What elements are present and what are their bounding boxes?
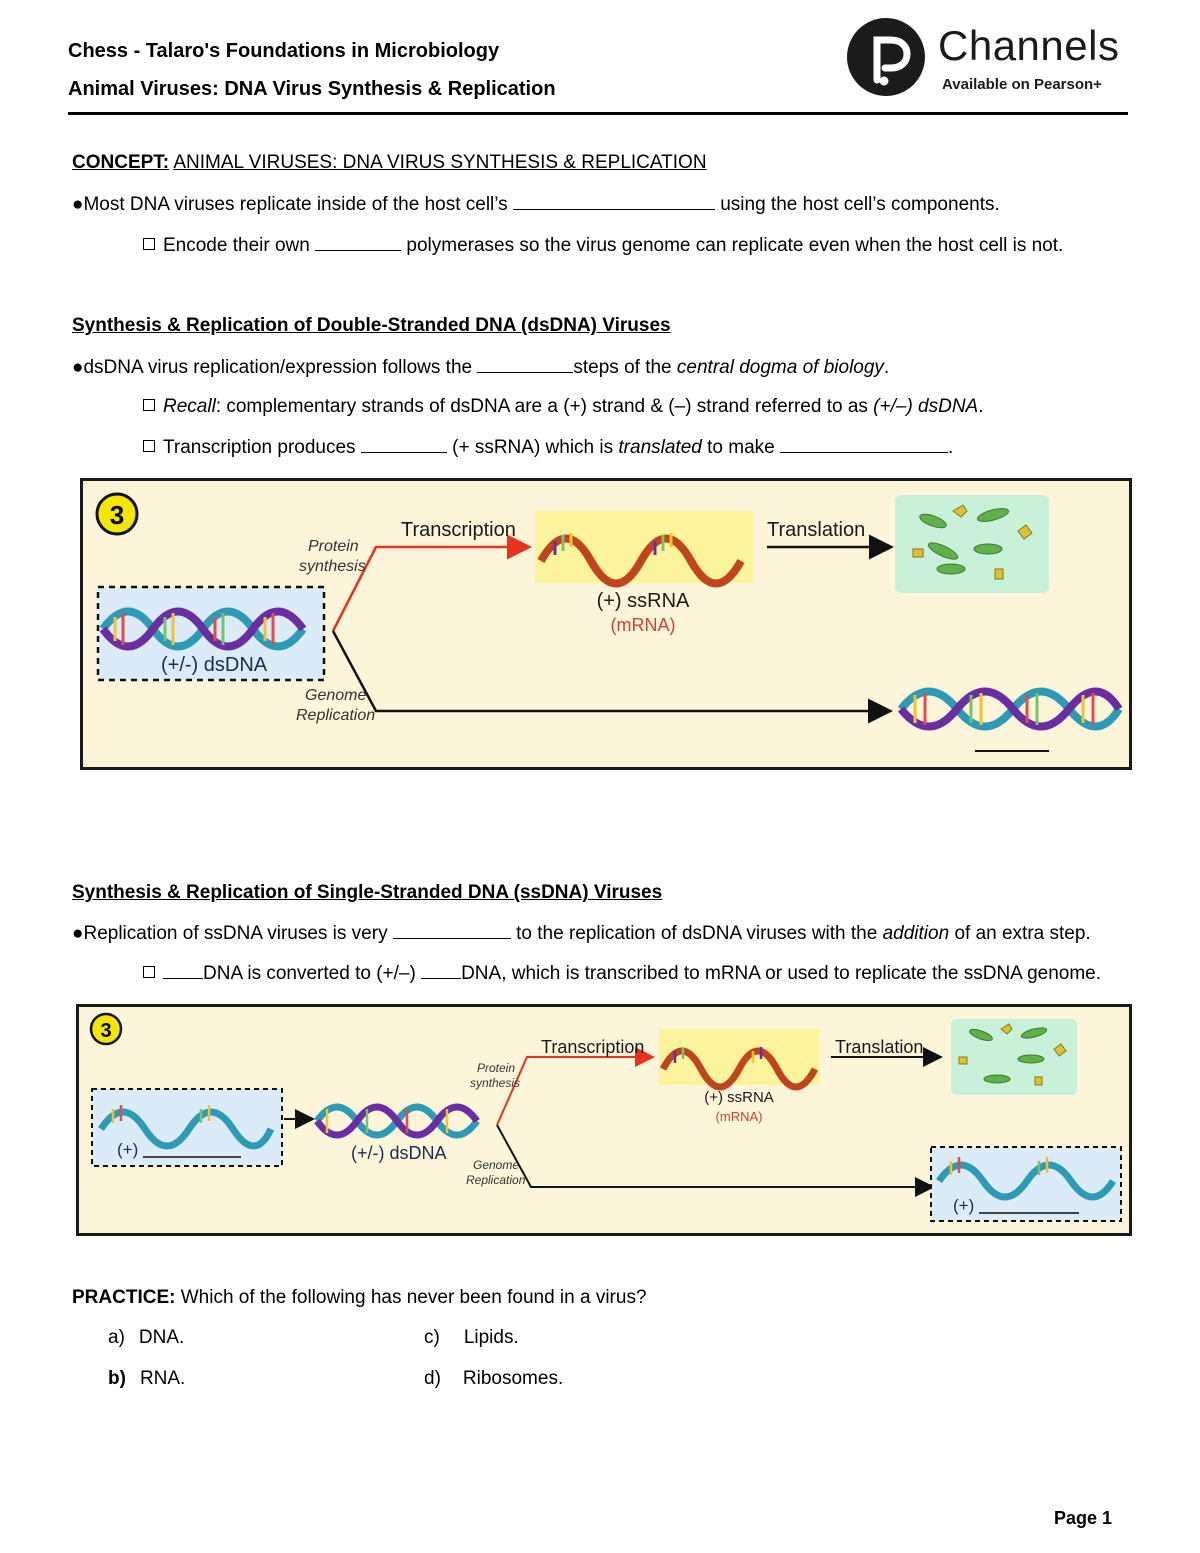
answer-blank	[393, 922, 511, 939]
ssdna-plus-label-right: (+)	[953, 1196, 975, 1215]
ssdna-sub	[143, 962, 1101, 985]
option-a[interactable]	[108, 1327, 184, 1349]
sub-text: Transcription produces	[163, 437, 356, 458]
ssrna-label: (+) ssRNA	[704, 1089, 774, 1106]
practice-question	[72, 1287, 647, 1309]
step-number: 3	[109, 500, 125, 530]
sub-text: : complementary strands of dsDNA are a (+) strand & (–) strand referred to as	[215, 396, 868, 417]
dsdna-transcription	[143, 436, 953, 459]
step-number: 3	[100, 1020, 112, 1042]
sub-text: Encode their own	[163, 235, 310, 256]
sub-text: DNA is converted to (+/–)	[203, 963, 416, 984]
course-title: Chess - Talaro's Foundations in Microbiology	[68, 40, 500, 62]
pearson-p-icon	[847, 18, 925, 96]
bullet-text: ●Replication of ssDNA viruses is very	[72, 923, 388, 944]
practice-label: PRACTICE:	[72, 1287, 176, 1308]
option-b[interactable]	[108, 1368, 185, 1390]
protein-synthesis-label-2: synthesis	[470, 1076, 521, 1090]
concept-title: ANIMAL VIRUSES: DNA VIRUS SYNTHESIS & REPLICATION	[173, 152, 707, 173]
bullet-text: of an extra step.	[954, 923, 1091, 944]
answer-blank	[315, 234, 401, 251]
dsdna-bullet	[72, 356, 889, 379]
square-bullet-icon	[143, 966, 155, 978]
ssdna-plus-label: (+)	[117, 1140, 139, 1159]
option-text: Lipids.	[463, 1327, 519, 1348]
page-number: Page 1	[1053, 1508, 1112, 1528]
ssdna-bullet	[72, 922, 1091, 945]
bullet-text: to the replication of dsDNA viruses with the	[516, 923, 878, 944]
ssdna-section-title: Synthesis & Replication of Single-Stranded DNA (ssDNA) Viruses	[72, 882, 663, 903]
answer-blank	[477, 356, 573, 373]
dsdna-label: (+/-) dsDNA	[351, 1143, 447, 1163]
bullet-text: addition	[882, 923, 950, 944]
option-letter: d)	[424, 1368, 441, 1389]
genome-replication-label-2: Replication	[466, 1173, 526, 1187]
option-letter: c)	[424, 1327, 440, 1348]
mrna-label: (mRNA)	[610, 615, 676, 635]
sub-text: (+ ssRNA) which is	[452, 437, 614, 458]
option-text: Ribosomes.	[462, 1368, 564, 1389]
ssdna-replication-figure	[76, 1004, 1132, 1236]
channels-logo-text: Channels	[938, 22, 1120, 69]
concept-bullet-1	[72, 193, 1000, 216]
square-bullet-icon	[143, 238, 155, 250]
square-bullet-icon	[143, 440, 155, 452]
answer-blank	[513, 193, 715, 210]
dsdna-recall	[143, 396, 984, 418]
dsdna-label: (+/-) dsDNA	[161, 654, 268, 676]
transcription-label: Transcription	[401, 519, 516, 541]
transcription-label: Transcription	[541, 1037, 645, 1057]
dsdna-replication-figure	[80, 478, 1132, 770]
mrna-box	[535, 511, 753, 583]
bullet-text: using the host cell’s components.	[720, 194, 1000, 215]
dsdna-section-title: Synthesis & Replication of Double-Stranded DNA (dsDNA) Viruses	[72, 315, 671, 336]
recall-label: Recall	[163, 396, 216, 417]
option-c[interactable]	[424, 1327, 519, 1349]
genome-replication-label-2: Replication	[296, 707, 376, 724]
genome-replication-label: Genome	[473, 1158, 520, 1172]
answer-blank	[421, 962, 461, 979]
sub-text: .	[948, 437, 954, 458]
sub-text: DNA, which is transcribed to mRNA or used to replicate the ssDNA genome.	[461, 963, 1102, 984]
bullet-text: ●dsDNA virus replication/expression follows the	[72, 357, 473, 378]
option-letter: a)	[108, 1327, 125, 1348]
concept-label: CONCEPT:	[72, 152, 170, 173]
protein-synthesis-label-2: synthesis	[299, 558, 366, 575]
channels-logo-tagline: Available on Pearson+	[942, 76, 1102, 93]
question-text: Which of the following has never been found in a virus?	[180, 1287, 647, 1308]
topic-title: Animal Viruses: DNA Virus Synthesis & Replication	[68, 78, 556, 100]
answer-blank	[163, 962, 203, 979]
bullet-text: steps of the	[573, 357, 672, 378]
replicated-dsdna-helix-icon	[901, 692, 1119, 727]
central-dogma-text: central dogma of biology	[676, 357, 884, 378]
sub-text: translated	[618, 437, 702, 458]
option-text: RNA.	[139, 1368, 186, 1389]
protein-box	[895, 495, 1049, 593]
option-text: DNA.	[138, 1327, 185, 1348]
sub-text: (+/–) dsDNA	[873, 396, 979, 417]
translation-label: Translation	[767, 519, 866, 541]
dsdna-helix-icon	[317, 1107, 477, 1135]
bullet-text: .	[883, 357, 890, 378]
header-divider	[68, 112, 1128, 115]
option-letter: b)	[108, 1368, 126, 1389]
replication-arrow	[497, 1125, 931, 1187]
answer-blank	[361, 436, 447, 453]
protein-synthesis-label: Protein	[308, 538, 359, 555]
sub-text: polymerases so the virus genome can replicate even when the host cell is not.	[406, 235, 1064, 256]
answer-blank	[780, 436, 948, 453]
genome-replication-label: Genome	[305, 687, 367, 704]
concept-heading	[72, 152, 707, 174]
protein-synthesis-label: Protein	[477, 1061, 516, 1075]
mrna-label: (mRNA)	[715, 1109, 763, 1124]
replication-arrow	[333, 631, 888, 711]
ssrna-label: (+) ssRNA	[596, 590, 690, 612]
option-d[interactable]	[424, 1368, 563, 1390]
translation-label: Translation	[835, 1037, 924, 1057]
transcription-arrow	[497, 1057, 651, 1125]
square-bullet-icon	[143, 399, 155, 411]
sub-text: .	[978, 396, 984, 417]
concept-sub-1	[143, 234, 1063, 257]
bullet-text: ●Most DNA viruses replicate inside of the host cell’s	[72, 194, 508, 215]
sub-text: to make	[707, 437, 775, 458]
